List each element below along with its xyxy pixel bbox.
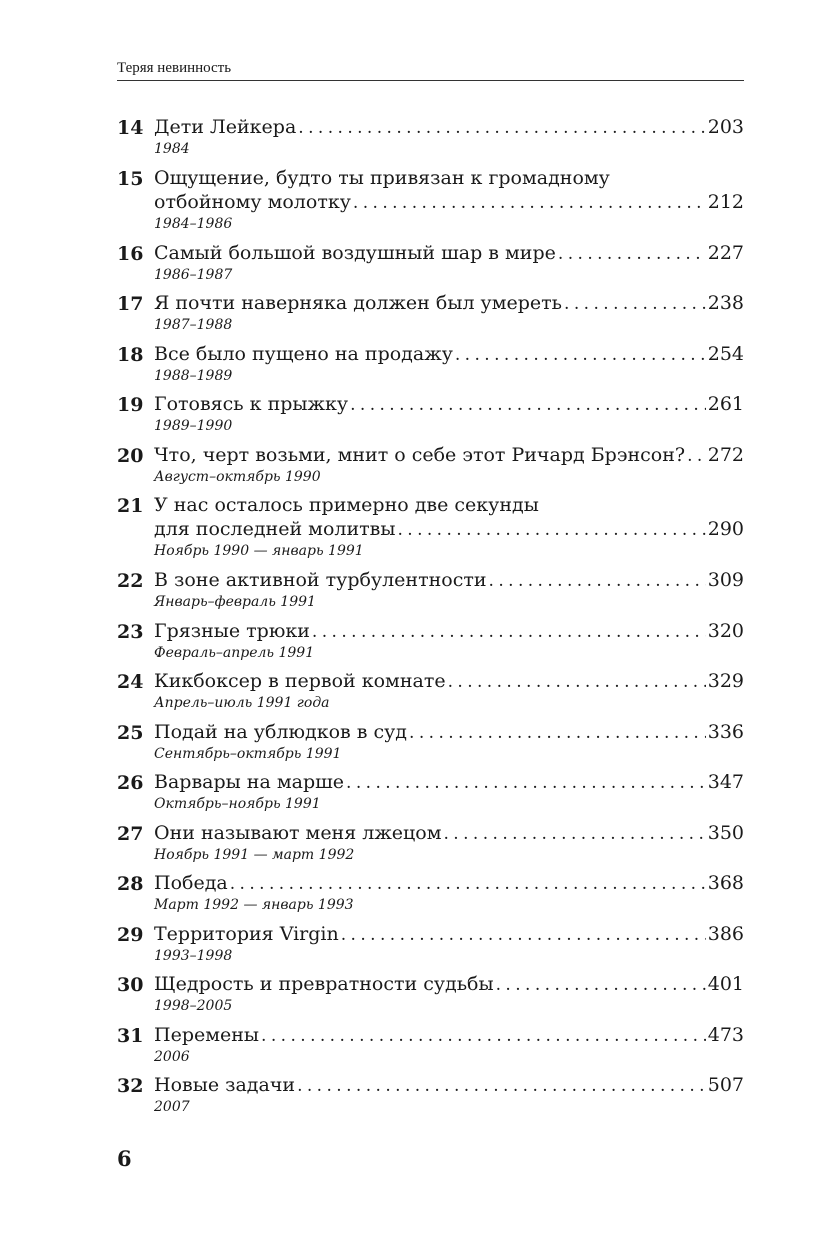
dot-leader [489,569,706,593]
page-ref: 350 [707,821,744,844]
dot-leader [353,191,706,215]
chapter-title: Готовясь к прыжку [154,393,349,415]
toc-entry[interactable] [117,568,744,619]
chapter-dates: 2006 [154,1048,190,1065]
dot-leader [298,116,705,140]
page-ref: 401 [707,973,744,995]
dot-leader [564,292,706,316]
chapter-dates: 1989–1990 [154,418,233,434]
header-rule [117,80,744,81]
dot-leader [230,872,706,896]
chapter-number: 30 [117,974,144,996]
chapter-title: Самый большой воздушный шар в мире [154,241,556,264]
chapter-title: В зоне активной турбулентности [154,569,487,591]
chapter-dates: Сентябрь–октябрь 1991 [154,745,342,762]
chapter-title: Грязные трюки [154,619,310,642]
toc-entry[interactable] [117,166,744,241]
toc-entry[interactable] [117,1023,744,1074]
chapter-number: 29 [117,923,144,946]
chapter-title: Что, черт возьми, мнит о себе этот Ричард Брэнсон? [154,443,686,466]
chapter-title: Кикбоксер в первой комнате [154,670,446,692]
chapter-dates: 1987–1988 [154,317,233,333]
page-ref: 386 [707,922,744,945]
chapter-number: 27 [117,822,144,845]
dot-leader [496,973,706,997]
page-ref: 320 [707,619,744,642]
toc-entry[interactable] [117,720,744,771]
chapter-number: 16 [117,242,144,265]
toc-entry[interactable] [117,922,744,973]
chapter-dates: 2007 [154,1099,190,1115]
chapter-number: 25 [117,721,144,744]
chapter-number: 23 [117,620,144,643]
toc-entry[interactable] [117,1073,744,1124]
dot-leader [297,1074,706,1098]
chapter-dates: Октябрь–ноябрь 1991 [154,796,321,812]
page-ref: 473 [707,1023,744,1046]
chapter-title: Перемены [154,1023,260,1046]
dot-leader [409,721,706,745]
chapter-title: Дети Лейкера [154,116,297,138]
chapter-title: Победа [154,872,228,894]
page-ref: 290 [707,518,744,540]
chapter-number: 21 [117,495,144,517]
toc-entry[interactable] [117,619,744,670]
dot-leader [350,393,706,417]
chapter-title-line1: Ощущение, будто ты привязан к громадному [154,166,610,189]
chapter-dates: 1986–1987 [154,266,233,283]
toc-entry[interactable] [117,342,744,393]
toc-entry[interactable] [117,443,744,494]
chapter-number: 20 [117,444,144,467]
page-ref: 368 [707,872,744,894]
chapter-title: Щедрость и превратности судьбы [154,973,494,995]
page-ref: 347 [707,771,744,793]
chapter-dates: 1988–1989 [154,367,233,384]
page-ref: 309 [707,569,744,591]
chapter-number: 31 [117,1024,144,1047]
chapter-title: Все было пущено на продажу [154,342,453,365]
chapter-number: 32 [117,1075,144,1097]
toc-entry[interactable] [117,770,744,821]
page-ref: 329 [707,670,744,692]
chapter-dates: Ноябрь 1991 — март 1992 [154,846,355,863]
chapter-title: Я почти наверняка должен был умереть [154,292,563,314]
toc-entry[interactable] [117,493,744,568]
dot-leader [687,444,706,468]
chapter-dates: Январь–февраль 1991 [154,594,316,610]
page-ref: 336 [707,720,744,743]
page-ref: 272 [707,443,744,466]
table-of-contents [117,115,744,1124]
dot-leader [341,923,706,947]
page-ref: 507 [707,1074,744,1096]
dot-leader [455,343,706,367]
page-ref: 254 [707,342,744,365]
page-ref: 261 [707,393,744,415]
chapter-title: Подай на ублюдков в суд [154,720,408,743]
chapter-title: для последней молитвы [154,518,396,540]
page-number: 6 [117,1146,132,1171]
chapter-dates: Февраль–апрель 1991 [154,644,315,661]
dot-leader [261,1024,706,1048]
running-head: Теряя невинность [117,60,232,76]
chapter-dates: Апрель–июль 1991 года [154,695,330,711]
page-ref: 212 [707,190,744,213]
dot-leader [448,670,706,694]
page-ref: 238 [707,292,744,314]
chapter-dates: 1993–1998 [154,947,233,964]
chapter-title: Они называют меня лжецом [154,821,442,844]
chapter-number: 18 [117,343,144,366]
chapter-number: 17 [117,293,144,315]
chapter-dates: Ноябрь 1990 — январь 1991 [154,543,364,559]
toc-entry[interactable] [117,972,744,1023]
dot-leader [558,242,706,266]
toc-entry[interactable] [117,392,744,443]
toc-entry[interactable] [117,241,744,292]
toc-entry[interactable] [117,871,744,922]
chapter-dates: Август–октябрь 1990 [154,468,321,485]
dot-leader [346,771,706,795]
chapter-title: Варвары на марше [154,771,345,793]
dot-leader [312,620,706,644]
dot-leader [443,822,705,846]
chapter-number: 24 [117,671,144,693]
toc-entry[interactable] [117,821,744,872]
chapter-number: 19 [117,394,144,416]
chapter-title: Новые задачи [154,1074,296,1096]
chapter-number: 15 [117,167,144,190]
toc-entry[interactable] [117,115,744,166]
chapter-number: 22 [117,570,144,592]
chapter-dates: Март 1992 — январь 1993 [154,897,354,913]
chapter-number: 28 [117,873,144,895]
toc-entry[interactable] [117,291,744,342]
chapter-title: отбойному молотку [154,190,351,213]
toc-entry[interactable] [117,669,744,720]
chapter-number: 14 [117,117,144,139]
chapter-number: 26 [117,772,144,794]
page-ref: 227 [707,241,744,264]
chapter-title-line1: У нас осталось примерно две секунды [154,494,539,516]
dot-leader [397,518,705,542]
chapter-dates: 1984 [154,141,190,157]
chapter-title: Территория Virgin [154,922,339,945]
chapter-dates: 1998–2005 [154,998,233,1014]
page-ref: 203 [707,116,744,138]
chapter-dates: 1984–1986 [154,215,233,232]
